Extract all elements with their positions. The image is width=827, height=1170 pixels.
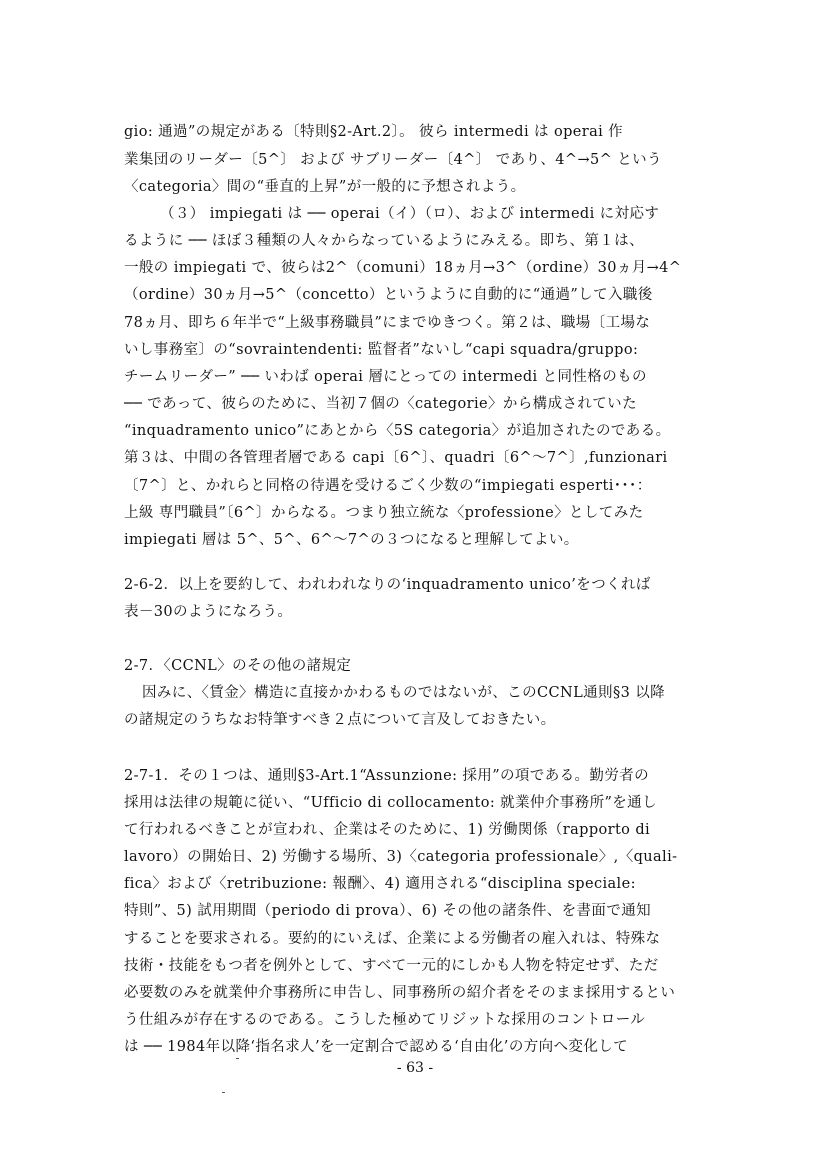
text-line-5: るように ── ほぼ３種類の人々からなっているようにみえる。即ち、第１は、 [124, 233, 644, 249]
text-line-20: 因みに、〈賃金〉構造に直接かかわるものではないが、このCCNL通則§3 以降 [142, 685, 666, 701]
text-line-26: fica〉および〈retribuzione: 報酬〉、4) 適用される“disciplina speciale: [124, 876, 636, 892]
text-line-15: 上級 専門職員”〔6^〕からなる。つまり独立統な〈professione〉としてみた [124, 505, 644, 521]
text-line-16: impiegati 層は 5^、5^、6^～7^の３つになると理解してよい。 [124, 532, 579, 548]
text-line-24: て行われるべきことが宣われ、企業はそのために、1) 労働関係（rapporto di [124, 822, 651, 838]
text-line-4: （３） impiegati は ── operai（イ）（ロ）、および intermedi に対応す [160, 206, 660, 222]
text-line-25: lavoro）の開始日、2) 労働する場所、3)〈categoria professionale〉,〈quali- [124, 849, 678, 865]
text-line-1: gio: 通過”の規定がある〔特則§2-Art.2〕。 彼ら intermedi は operai 作 [124, 124, 624, 140]
text-line-21: の諸規定のうちなお特筆すべき２点について言及しておきたい。 [124, 712, 556, 728]
text-line-3: 〈categoria〉間の“垂直的上昇”が一般的に予想されよう。 [124, 179, 526, 195]
section-heading: 2-7．〈CCNL〉のその他の諸規定 [124, 658, 352, 674]
text-line-30: 必要数のみを就業仲介事務所に申告し、同事務所の紹介者をそのまま採用するとい [124, 985, 676, 1001]
text-line-14: 〔7^〕と、かれらと同格の待遇を受けるごく少数の“impiegati esperti･･･： [124, 478, 652, 494]
text-line-18: 表－30のようになろう。 [124, 604, 293, 620]
text-line-6: 一般の impiegati で、彼らは2^（comuni）18ヵ月→3^（ordine）30ヵ月→4^ [124, 260, 682, 276]
text-line-13: 第３は、中間の各管理者層である capi〔6^〕、quadri〔6^～7^〕,funzionari [124, 450, 668, 466]
text-line-31: う仕組みが存在するのである。こうした極めてリジットな採用のコントロール [124, 1012, 646, 1028]
text-line-7: （ordine）30ヵ月→5^（concetto）というように自動的に“通過”して入職後 [124, 287, 653, 303]
text-line-8: 78ヵ月、即ち６年半で“上級事務職員”にまでゆきつく。第２は、職場〔工場な [124, 315, 651, 331]
text-line-29: 技術・技能をもつ者を例外として、すべて一元的にしかも人物を特定せず、ただ [124, 958, 659, 974]
text-line-23: 採用は法律の規範に従い、“Ufficio di collocamento: 就業仲介事務所”を通し [124, 795, 657, 811]
scan-speck [236, 1058, 239, 1059]
text-line-10: チームリーダー” ── いわば operai 層にとっての intermedi と同性格のもの [124, 369, 647, 385]
text-line-2: 業集団のリーダー〔5^〕 および サブリーダー〔4^〕 であり、4^→5^ という [124, 152, 662, 168]
text-line-9: いし事務室〕の“sovraintendenti: 監督者”ないし“capi squadra/gruppo: [124, 342, 639, 358]
scan-speck [222, 1092, 225, 1093]
text-line-32: は ── 1984年以降‘指名求人’を一定割合で認める‘自由化’の方向へ変化して [124, 1039, 629, 1055]
text-line-12: “inquadramento unico”にあとから〈5S categoria〉が追加されたのである。 [124, 423, 671, 439]
text-line-28: することを要求される。要約的にいえば、企業による労働者の雇入れは、特殊な [124, 931, 661, 947]
page-number: - 63 - [396, 1060, 434, 1076]
text-line-17: 2-6-2．以上を要約して、われわれなりの‘inquadramento unico’をつくれば [124, 577, 651, 593]
text-line-22: 2-7-1．その１つは、通則§3-Art.1“Assunzione: 採用”の項である。勤労者の [124, 768, 650, 784]
text-line-11: ── であって、彼らのために、当初７個の〈categorie〉から構成されていた [124, 396, 637, 412]
text-line-27: 特則”、5) 試用期間（periodo di prova）、6) その他の諸条件、を書面で通知 [124, 903, 652, 919]
